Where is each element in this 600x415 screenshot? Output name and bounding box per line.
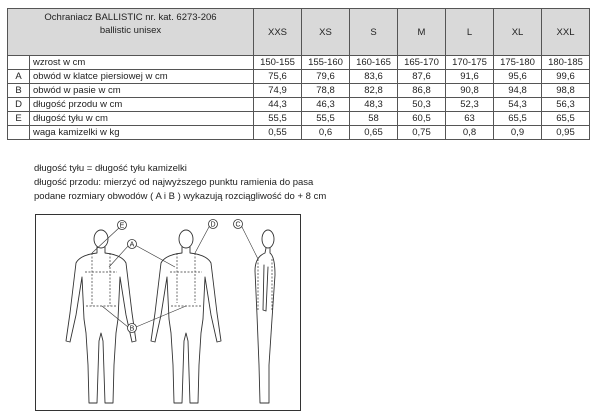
table-cell: 0,6: [302, 126, 350, 140]
table-cell: 44,3: [254, 98, 302, 112]
measurement-diagram: [35, 214, 301, 411]
table-cell: 63: [446, 112, 494, 126]
size-header: XL: [494, 9, 542, 56]
size-header: S: [350, 9, 398, 56]
table-cell: 95,6: [494, 70, 542, 84]
row-key: D: [8, 98, 30, 112]
table-cell: 0,75: [398, 126, 446, 140]
table-cell: 98,8: [542, 84, 590, 98]
product-title-cell: [8, 9, 254, 56]
row-label: waga kamizelki w kg: [30, 126, 254, 140]
note-stretch: podane rozmiary obwodów ( A i B ) wykazują rozciągliwość do + 8 cm: [34, 191, 327, 202]
table-cell: 0,65: [350, 126, 398, 140]
table-cell: 160-165: [350, 56, 398, 70]
table-cell: 58: [350, 112, 398, 126]
product-title: Ochraniacz BALLISTIC nr. kat. 6273-206: [44, 12, 217, 23]
size-table: [7, 8, 590, 140]
table-row: [8, 126, 590, 140]
note-back-length: długość tyłu = długość tyłu kamizelki: [34, 163, 187, 174]
table-row: [8, 56, 590, 70]
row-label: długość przodu w cm: [30, 98, 254, 112]
table-cell: 55,5: [302, 112, 350, 126]
table-cell: 150-155: [254, 56, 302, 70]
leader-b-right: [136, 306, 186, 327]
back-view-figure: [66, 230, 136, 403]
product-subtitle: ballistic unisex: [99, 25, 162, 36]
side-line: [258, 259, 272, 311]
table-cell: 46,3: [302, 98, 350, 112]
table-cell: 86,8: [398, 84, 446, 98]
row-label: obwód w pasie w cm: [30, 84, 254, 98]
table-cell: 0,95: [542, 126, 590, 140]
row-label: wzrost w cm: [30, 56, 254, 70]
table-cell: 50,3: [398, 98, 446, 112]
table-cell: 155-160: [302, 56, 350, 70]
row-key: E: [8, 112, 30, 126]
table-cell: 75,6: [254, 70, 302, 84]
table-cell: 165-170: [398, 56, 446, 70]
table-cell: 90,8: [446, 84, 494, 98]
row-key: A: [8, 70, 30, 84]
table-cell: 0,9: [494, 126, 542, 140]
table-cell: 52,3: [446, 98, 494, 112]
measurement-notes: [34, 162, 326, 204]
row-key: B: [8, 84, 30, 98]
table-cell: 91,6: [446, 70, 494, 84]
callout-c-label: C: [235, 221, 241, 229]
note-front-length: długość przodu: mierzyć od najwyższego punktu ramienia do pasa: [34, 177, 314, 188]
leader-b-left: [102, 306, 128, 327]
size-header: XXL: [542, 9, 590, 56]
size-header: L: [446, 9, 494, 56]
table-cell: 55,5: [254, 112, 302, 126]
table-row: [8, 98, 590, 112]
table-cell: 60,5: [398, 112, 446, 126]
row-key: [8, 56, 30, 70]
side-view-figure: [255, 230, 275, 403]
table-cell: 56,3: [542, 98, 590, 112]
callout-b-label: B: [129, 325, 135, 333]
size-table-header: [8, 9, 590, 56]
table-cell: 175-180: [494, 56, 542, 70]
table-cell: 83,6: [350, 70, 398, 84]
table-cell: 170-175: [446, 56, 494, 70]
row-key: [8, 126, 30, 140]
row-label: obwód w klatce piersiowej w cm: [30, 70, 254, 84]
callout-a-label: A: [129, 241, 135, 249]
leader-c: [241, 225, 258, 259]
table-cell: 65,5: [542, 112, 590, 126]
table-cell: 74,9: [254, 84, 302, 98]
table-cell: 78,8: [302, 84, 350, 98]
table-row: [8, 70, 590, 84]
size-header: M: [398, 9, 446, 56]
table-cell: 54,3: [494, 98, 542, 112]
callout-e-label: E: [119, 222, 125, 230]
front-length-line: [177, 253, 195, 303]
row-label: długość tyłu w cm: [30, 112, 254, 126]
table-cell: 82,8: [350, 84, 398, 98]
callout-d-label: D: [210, 221, 216, 229]
leader-e: [92, 227, 120, 253]
table-cell: 99,6: [542, 70, 590, 84]
table-cell: 94,8: [494, 84, 542, 98]
table-cell: 65,5: [494, 112, 542, 126]
back-length-line: [92, 253, 110, 306]
table-row: [8, 84, 590, 98]
table-row: [8, 112, 590, 126]
table-cell: 79,6: [302, 70, 350, 84]
table-cell: 48,3: [350, 98, 398, 112]
table-cell: 180-185: [542, 56, 590, 70]
size-header: XXS: [254, 9, 302, 56]
size-header: XS: [302, 9, 350, 56]
leader-d: [195, 225, 210, 253]
measurement-diagram-svg: [36, 215, 300, 410]
table-cell: 0,8: [446, 126, 494, 140]
table-cell: 87,6: [398, 70, 446, 84]
table-cell: 0,55: [254, 126, 302, 140]
